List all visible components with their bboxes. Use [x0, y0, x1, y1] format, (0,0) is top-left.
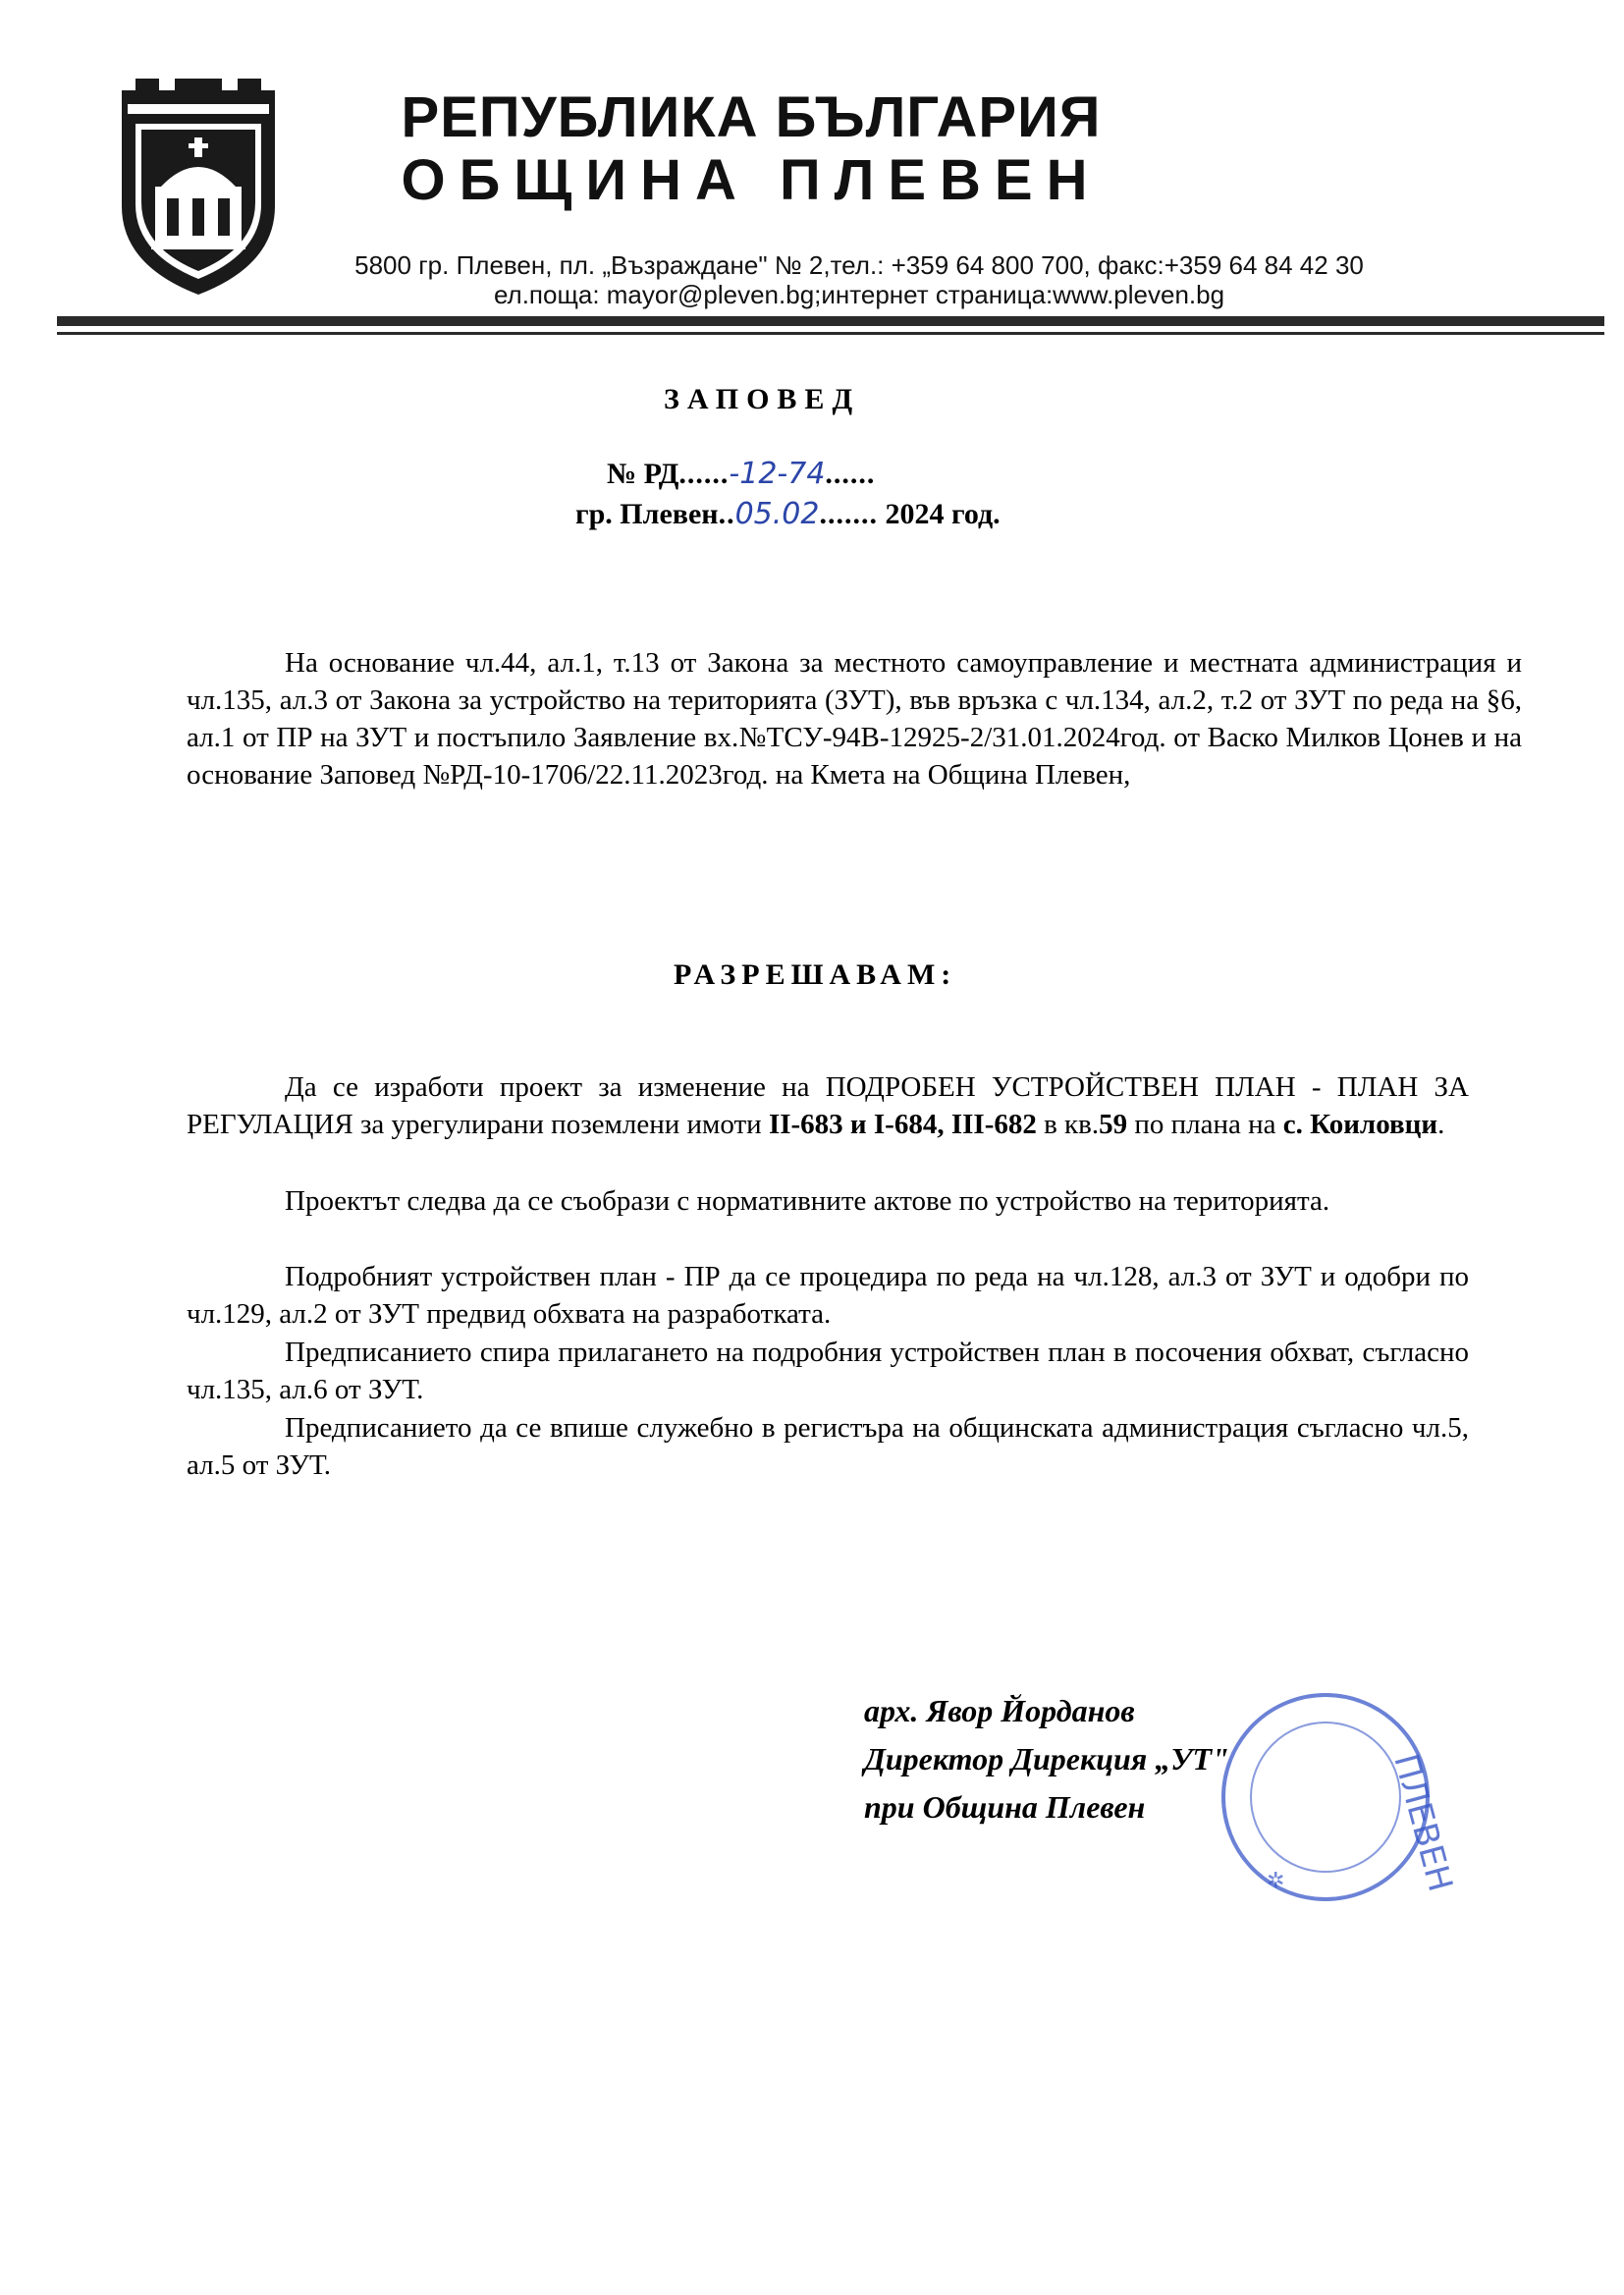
decision-heading: РАЗРЕШАВАМ:: [674, 958, 957, 991]
order-place-date: гр. Плевен..05.02....... 2024 год.: [575, 497, 1001, 531]
item1-block: 59: [1099, 1109, 1128, 1140]
item1-text-b: в кв.: [1036, 1109, 1100, 1140]
decision-item-1: [187, 1068, 1469, 1143]
order-city-label: гр. Плевен: [575, 498, 719, 530]
order-year: 2024 год.: [885, 498, 1001, 530]
order-number-label: № РД: [607, 458, 679, 490]
coat-of-arms-icon: [116, 79, 281, 297]
decision-item-5: Предписанието да се впише служебно в регистъра на общинската администрация съгласно чл.5, ал.5 от ЗУТ.: [187, 1412, 1469, 1481]
order-number-handwritten: -12-74: [729, 457, 826, 491]
official-stamp: [1119, 1669, 1460, 1915]
item1-village: с. Коиловци: [1282, 1109, 1438, 1140]
order-date-handwritten: 05.02: [734, 497, 820, 531]
item1-text-d: .: [1437, 1109, 1445, 1140]
order-number: № РД......-12-74......: [607, 457, 876, 491]
letterhead-municipality: ОБЩИНА ПЛЕВЕН: [401, 148, 1102, 212]
intro-paragraph: На основание чл.44, ал.1, т.13 от Закона за местното самоуправление и местната администрация и чл.135, ал.3 от Закона за устройство на територията (ЗУТ), във връзка с чл.134, ал.2, т.2 от ЗУТ по реда на §6, ал.1 от ПР на ЗУТ и постъпило Заявление вх.№ТСУ-94В-12925-2/31.01.2024год. от Васко Милков Цонев и на основание Заповед №РД-10-1706/22.11.2023год. на Кмета на Община Плевен,: [187, 647, 1522, 791]
decision-item-2: Проектът следва да се съобрази с нормативните актове по устройство на територията.: [285, 1185, 1330, 1217]
letterhead-email-web: ел.поща: mayor@pleven.bg;интернет страница:www.pleven.bg: [493, 280, 1225, 309]
letterhead-country: РЕПУБЛИКА БЪЛГАРИЯ: [401, 85, 1102, 149]
signatory-title: Директор Дирекция „УТ": [864, 1741, 1229, 1776]
svg-text:✲: ✲: [1267, 1869, 1285, 1893]
item1-plots: II-683 и I-684, III-682: [768, 1109, 1037, 1140]
order-title: ЗАПОВЕД: [664, 383, 861, 415]
header-divider: [57, 316, 1604, 326]
header-divider-thin: [57, 332, 1604, 335]
item1-text-a: Да се изработи проект за изменение на ПОДРОБЕН УСТРОЙСТВЕН ПЛАН - ПЛАН ЗА РЕГУЛАЦИЯ за урегулирани поземлени имоти: [187, 1071, 1469, 1140]
decision-item-3: Подробният устройствен план - ПР да се процедира по реда на чл.128, ал.3 от ЗУТ и одобри по чл.129, ал.2 от ЗУТ предвид обхвата на разработката.: [187, 1261, 1469, 1330]
signatory-name: арх. Явор Йорданов: [864, 1693, 1135, 1728]
item1-text-c: по плана на: [1127, 1109, 1283, 1140]
signatory-organization: при Община Плевен: [864, 1789, 1146, 1825]
stamp-text: ПЛЕВЕН: [1385, 1749, 1460, 1896]
decision-item-4: Предписанието спира прилагането на подробния устройствен план в посочения обхват, съгласно чл.135, ал.6 от ЗУТ.: [187, 1337, 1469, 1405]
letterhead-address: 5800 гр. Плевен, пл. „Възраждане" № 2,тел.: +359 64 800 700, факс:+359 64 84 42 30: [354, 250, 1364, 280]
